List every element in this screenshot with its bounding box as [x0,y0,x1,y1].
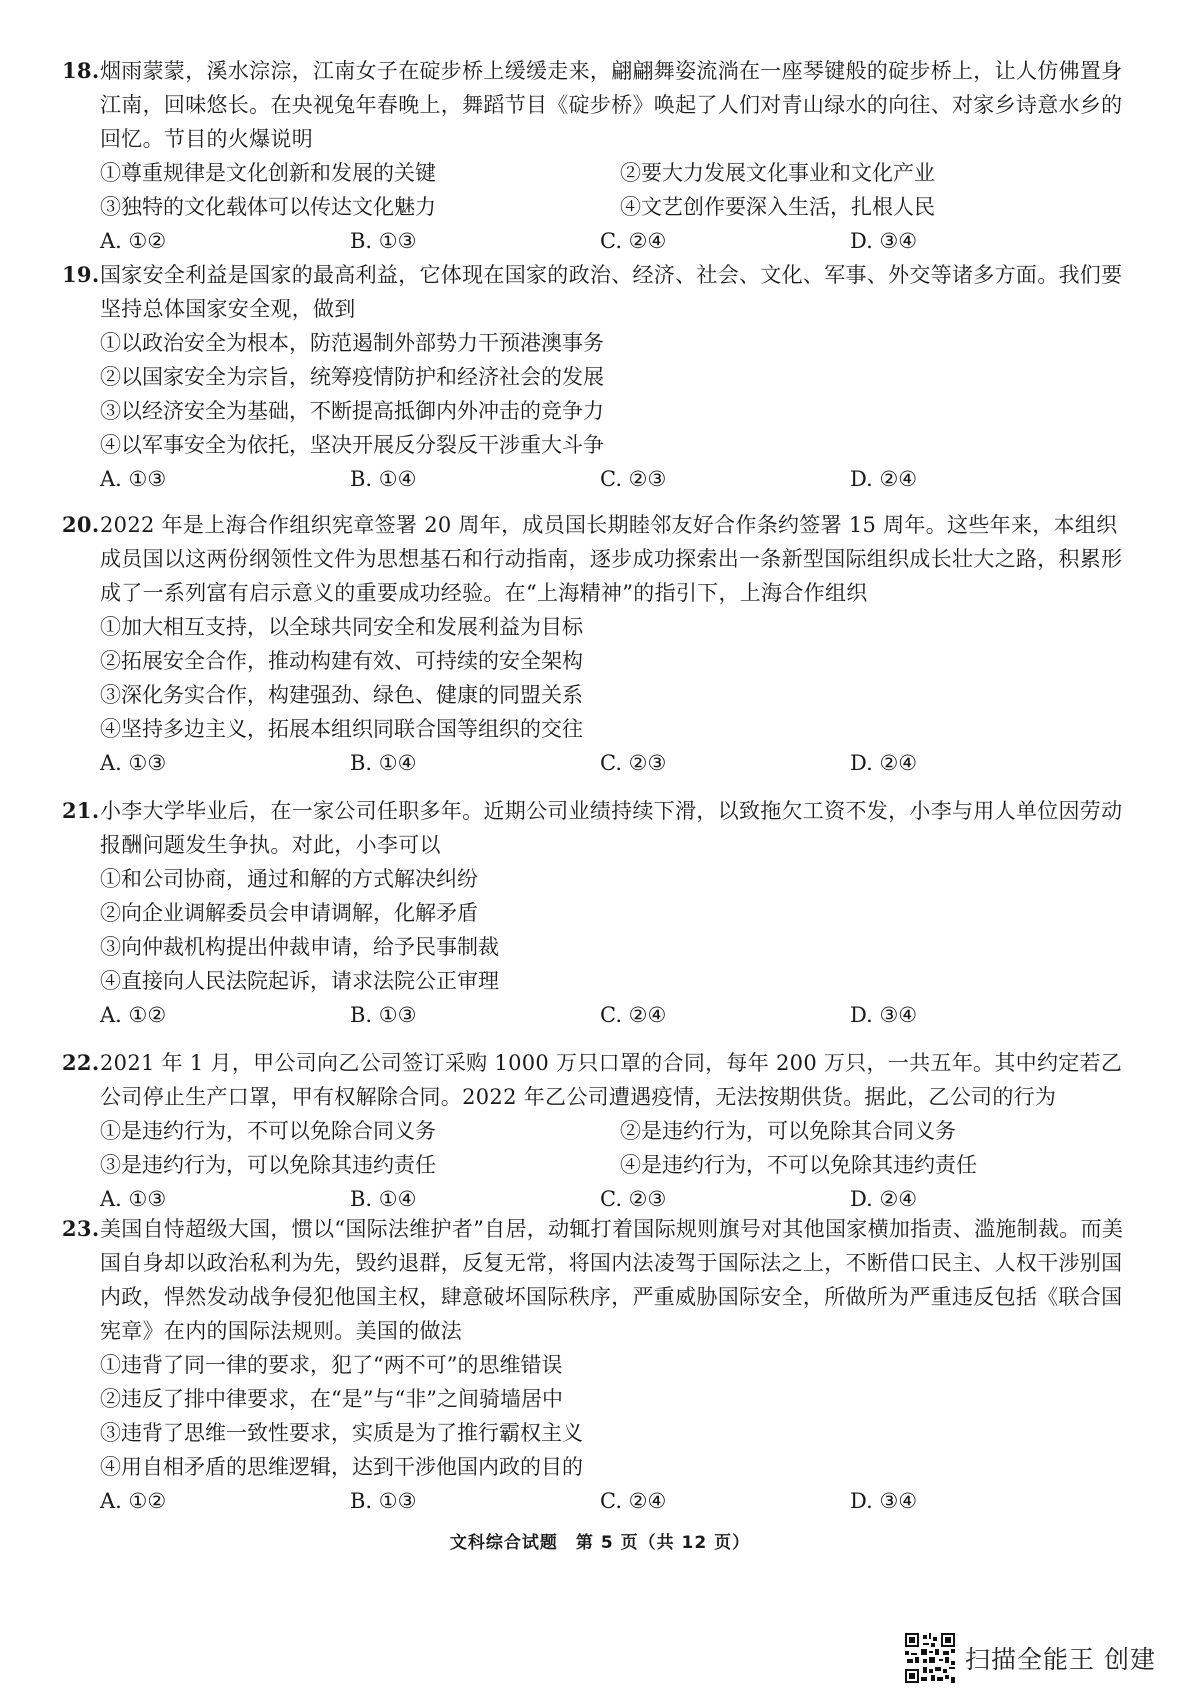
question-number: 19. [62,262,100,287]
question-20 [62,508,1132,780]
watermark-text: 扫描全能王 创建 [965,1645,1156,1674]
choice-a: A. ①③ [100,467,167,491]
choice-c: C. ②③ [600,1187,667,1211]
question-stem [62,54,1132,156]
choice-c: C. ②④ [600,1003,667,1027]
choice-a: A. ①② [100,1489,167,1513]
answer-choices [62,224,1132,258]
scanner-watermark [905,1632,1156,1684]
question-number: 22. [62,1050,100,1075]
question-number: 20. [62,512,100,537]
question-23 [62,1212,1132,1518]
answer-choices [62,998,1132,1032]
statement-list [62,862,1132,998]
statement: ②违反了排中律要求，在“是”与“非”之间骑墙居中 [100,1387,563,1411]
choice-b: B. ①③ [350,229,417,253]
statement: ②要大力发展文化事业和文化产业 [620,161,935,185]
statement-list [62,1114,1132,1182]
statement: ④是违约行为，不可以免除其违约责任 [620,1153,977,1177]
choice-d: D. ②④ [850,751,918,775]
statement: ①和公司协商，通过和解的方式解决纠纷 [100,867,478,891]
question-21 [62,794,1132,1032]
choice-d: D. ③④ [850,229,918,253]
page-footer: 文科综合试题 第 5 页（共 12 页） [449,1533,751,1553]
choice-a: A. ①② [100,229,167,253]
answer-choices [62,1484,1132,1518]
statement-list [62,156,1132,224]
question-number: 21. [62,798,100,823]
statement: ③违背了思维一致性要求，实质是为了推行霸权主义 [100,1421,583,1445]
choice-c: C. ②④ [600,1489,667,1513]
answer-choices [62,746,1132,780]
question-18 [62,54,1132,258]
choice-a: A. ①③ [100,1187,167,1211]
statement: ③以经济安全为基础，不断提高抵御内外冲击的竞争力 [100,399,604,423]
answer-choices [62,462,1132,496]
choice-b: B. ①③ [350,1489,417,1513]
question-stem [62,1046,1132,1114]
statement: ③是违约行为，可以免除其违约责任 [100,1153,436,1177]
question-number: 23. [62,1216,100,1241]
statement: ③向仲裁机构提出仲裁申请，给予民事制裁 [100,935,499,959]
statement: ①是违约行为，不可以免除合同义务 [100,1119,436,1143]
statement: ②向企业调解委员会申请调解，化解矛盾 [100,901,478,925]
statement-list [62,1348,1132,1484]
stem-text: 国家安全利益是国家的最高利益，它体现在国家的政治、经济、社会、文化、军事、外交等诸多方面。我们要坚持总体国家安全观，做到 [100,263,1123,321]
choice-d: D. ②④ [850,1187,918,1211]
question-stem [62,508,1132,610]
statement-list [62,326,1132,462]
statement: ③独特的文化载体可以传达文化魅力 [100,195,436,219]
answer-choices [62,1182,1132,1216]
stem-text: 2021 年 1 月，甲公司向乙公司签订采购 1000 万只口罩的合同，每年 200 万只，一共五年。其中约定若乙公司停止生产口罩，甲有权解除合同。2022 年乙公司遭遇疫情，无法按期供货。据此，乙公司的行为 [100,1051,1123,1109]
question-stem [62,794,1132,862]
choice-d: D. ③④ [850,1489,918,1513]
statement: ④坚持多边主义，拓展本组织同联合国等组织的交往 [100,717,583,741]
question-19 [62,258,1132,496]
qr-code-icon [905,1633,955,1683]
statement: ④直接向人民法院起诉，请求法院公正审理 [100,969,499,993]
choice-b: B. ①④ [350,1187,417,1211]
statement: ④以军事安全为依托，坚决开展反分裂反干涉重大斗争 [100,433,604,457]
statement: ①加大相互支持，以全球共同安全和发展利益为目标 [100,615,583,639]
stem-text: 2022 年是上海合作组织宪章签署 20 周年，成员国长期睦邻友好合作条约签署 15 周年。这些年来，本组织成员国以这两份纲领性文件为思想基石和行动指南，逐步成功探索出一条新型国际组织成长壮大之路，积累形成了一系列富有启示意义的重要成功经验。在“上海精神”的指引下，上海合作组织 [100,513,1123,605]
question-stem [62,258,1132,326]
choice-b: B. ①④ [350,751,417,775]
stem-text: 烟雨蒙蒙，溪水淙淙，江南女子在碇步桥上缓缓走来，翩翩舞姿流淌在一座琴键般的碇步桥上，让人仿佛置身江南，回味悠长。在央视兔年春晚上，舞蹈节目《碇步桥》唤起了人们对青山绿水的向往、对家乡诗意水乡的回忆。节目的火爆说明 [100,59,1123,151]
choice-c: C. ②③ [600,467,667,491]
stem-text: 美国自恃超级大国，惯以“国际法维护者”自居，动辄打着国际规则旗号对其他国家横加指责、滥施制裁。而美国自身却以政治私利为先，毁约退群，反复无常，将国内法凌驾于国际法之上，不断借口民主、人权干涉别国内政，悍然发动战争侵犯他国主权，肆意破坏国际秩序，严重威胁国际安全，所做所为严重违反包括《联合国宪章》在内的国际法规则。美国的做法 [100,1217,1124,1343]
statement: ②拓展安全合作，推动构建有效、可持续的安全架构 [100,649,583,673]
choice-b: B. ①④ [350,467,417,491]
statement: ①以政治安全为根本，防范遏制外部势力干预港澳事务 [100,331,604,355]
statement: ①尊重规律是文化创新和发展的关键 [100,161,436,185]
question-22 [62,1046,1132,1216]
statement: ③深化务实合作，构建强劲、绿色、健康的同盟关系 [100,683,583,707]
statement: ②是违约行为，可以免除其合同义务 [620,1119,956,1143]
stem-text: 小李大学毕业后，在一家公司任职多年。近期公司业绩持续下滑，以致拖欠工资不发，小李与用人单位因劳动报酬问题发生争执。对此，小李可以 [100,799,1123,857]
statement: ①违背了同一律的要求，犯了“两不可”的思维错误 [100,1353,563,1377]
choice-d: D. ③④ [850,1003,918,1027]
choice-c: C. ②④ [600,229,667,253]
choice-b: B. ①③ [350,1003,417,1027]
statement-list [62,610,1132,746]
question-stem [62,1212,1132,1348]
statement: ②以国家安全为宗旨，统筹疫情防护和经济社会的发展 [100,365,604,389]
question-number: 18. [62,58,100,83]
choice-a: A. ①③ [100,751,167,775]
statement: ④用自相矛盾的思维逻辑，达到干涉他国内政的目的 [100,1455,583,1479]
choice-d: D. ②④ [850,467,918,491]
choice-c: C. ②③ [600,751,667,775]
choice-a: A. ①② [100,1003,167,1027]
statement: ④文艺创作要深入生活，扎根人民 [620,195,935,219]
